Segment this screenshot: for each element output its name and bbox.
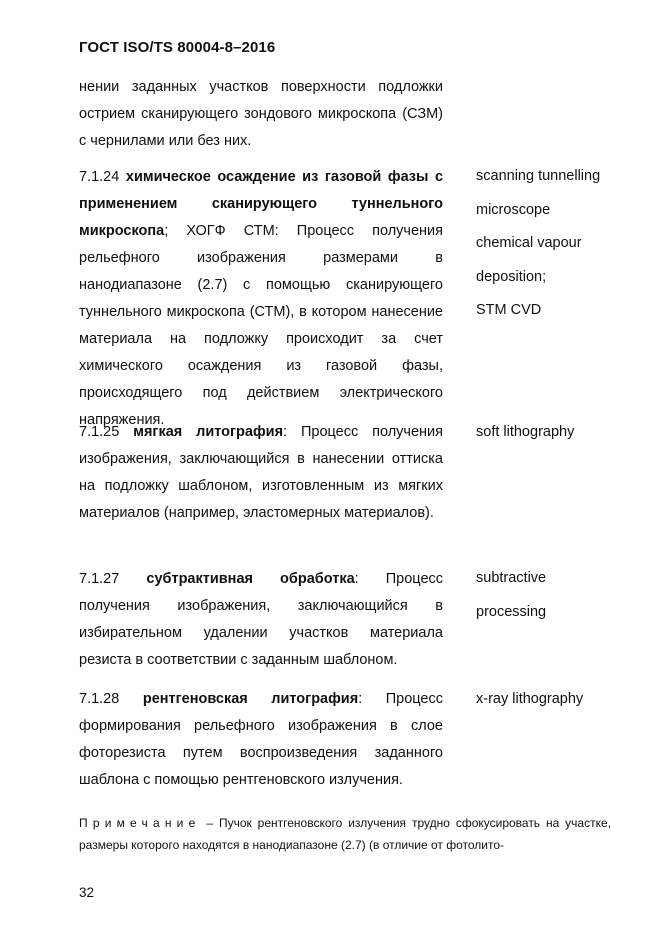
english-line: x-ray lithography bbox=[476, 691, 584, 707]
term-definition: ; ХОГФ СТМ: Процесс получения рельефного изображения размерами в нанодиапазоне (2.7) с помощью сканирующего туннельного микроскопа (СТМ), в котором нанесение материала на подложку происходит за счет химического осаждения из газовой фазы, происходящего под действием электрического напряжения. bbox=[79, 223, 443, 428]
term-number: 7.1.28 bbox=[79, 691, 143, 707]
english-line: processing bbox=[476, 603, 547, 620]
term-number: 7.1.25 bbox=[79, 424, 134, 440]
english-equivalent-7-1-27 bbox=[476, 562, 636, 629]
english-line: deposition; bbox=[476, 268, 547, 285]
term-name: рентгеновская литография bbox=[142, 691, 359, 707]
term-name: мягкая литография bbox=[133, 424, 284, 440]
page-number: 32 bbox=[79, 885, 95, 900]
continued-paragraph: нении заданных участков поверхности подложки острием сканирующего зондового микроскопа (СЗМ) с чернилами или без них. bbox=[79, 79, 443, 149]
english-line: STM CVD bbox=[476, 302, 542, 318]
english-equivalent-7-1-28 bbox=[476, 686, 636, 713]
term-name: субтрактивная обработка bbox=[146, 571, 355, 587]
term-definition: : Процесс получения изображения, заключающийся в избирательном удалении участков материала резиста в соответствии с заданным шаблоном. bbox=[79, 571, 444, 668]
term-entry-7-1-28 bbox=[79, 686, 443, 794]
term-number: 7.1.27 bbox=[79, 571, 147, 587]
term-definition: : Процесс получения изображения, заключающийся в нанесении оттиска на подложку шаблоном, изготовленным из мягких материалов (например, эластомерных материалов). bbox=[79, 424, 444, 521]
english-line: microscope bbox=[476, 201, 551, 218]
term-entry-7-1-25 bbox=[79, 419, 443, 527]
term-entry-7-1-27 bbox=[79, 566, 443, 674]
note-paragraph bbox=[79, 812, 611, 856]
term-definition: : Процесс формирования рельефного изображения в слое фоторезиста путем воспроизведения заданного шаблона с помощью рентгеновского излучения. bbox=[79, 691, 443, 788]
english-line: scanning tunnelling bbox=[476, 168, 601, 184]
term-name: химическое осаждение из газовой фазы с применением сканирующего туннельного микроскопа bbox=[79, 169, 444, 239]
english-line: subtractive bbox=[476, 570, 547, 586]
note-label: Примечание bbox=[79, 816, 201, 830]
english-line: soft lithography bbox=[476, 424, 575, 440]
english-equivalent-7-1-25 bbox=[476, 419, 636, 446]
term-entry-7-1-24 bbox=[79, 164, 443, 434]
english-line: chemical vapour bbox=[476, 235, 582, 251]
english-equivalent-7-1-24 bbox=[476, 160, 636, 328]
note-text: – Пучок рентгеновского излучения трудно сфокусировать на участке, размеры которого находятся в нанодиапазоне (2.7) (в отличие от фотолито- bbox=[79, 816, 611, 852]
document-header: ГОСТ ISO/TS 80004-8–2016 bbox=[79, 39, 276, 56]
term-number: 7.1.24 bbox=[79, 169, 126, 185]
